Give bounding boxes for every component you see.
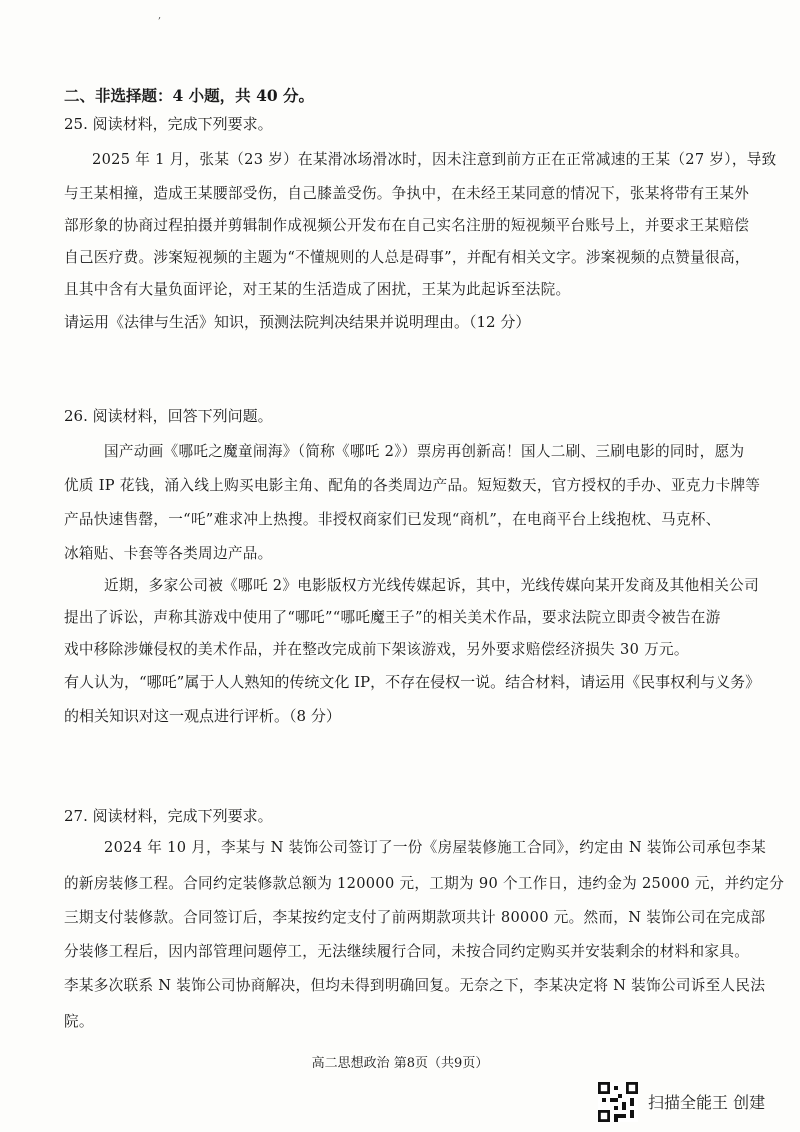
q26-para2-line-2: 提出了诉讼，声称其游戏中使用了“哪吒”“哪吒魔王子”的相关美术作品，要求法院立即责令被告在游 bbox=[64, 609, 721, 626]
scanner-brand: 扫描全能王 创建 bbox=[648, 1093, 766, 1112]
page-footer: 高二思想政治 第8页（共9页） bbox=[311, 1056, 489, 1071]
qr-code-icon bbox=[598, 1082, 638, 1122]
q27-line-1: 2024 年 10 月，李某与 N 装饰公司签订了一份《房屋装修施工合同》，约定由 N 装饰公司承包李某 bbox=[104, 839, 766, 856]
q27-line-6: 院。 bbox=[64, 1013, 94, 1030]
scan-mark: , bbox=[158, 10, 162, 21]
q26-para2-line-3: 戏中移除涉嫌侵权的美术作品，并在整改完成前下架该游戏，另外要求赔偿经济损失 30 万元。 bbox=[64, 641, 689, 658]
q26-heading: 26. 阅读材料，回答下列问题。 bbox=[64, 407, 273, 425]
q25-line-4: 自己医疗费。涉案短视频的主题为“不懂规则的人总是碍事”，并配有相关文字。涉案视频的点赞量很高， bbox=[64, 249, 750, 266]
q26-prompt-line-1: 有人认为，“哪吒”属于人人熟知的传统文化 IP，不存在侵权一说。结合材料，请运用《民事权利与义务》 bbox=[64, 673, 761, 691]
q26-para1-line-1: 国产动画《哪吒之魔童闹海》（简称《哪吒 2》）票房再创新高！国人二刷、三刷电影的同时，愿为 bbox=[104, 443, 745, 460]
q25-heading: 25. 阅读材料，完成下列要求。 bbox=[64, 115, 273, 133]
q27-line-4: 分装修工程后，因内部管理问题停工，无法继续履行合同，未按合同约定购买并安装剩余的材料和家具。 bbox=[64, 943, 750, 960]
q27-line-3: 三期支付装修款。合同签订后，李某按约定支付了前两期款项共计 80000 元。然而，N 装饰公司在完成部 bbox=[64, 909, 766, 926]
q27-line-2: 的新房装修工程。合同约定装修款总额为 120000 元，工期为 90 个工作日，违约金为 25000 元，并约定分 bbox=[64, 875, 785, 892]
q26-para1-line-4: 冰箱贴、卡套等各类周边产品。 bbox=[64, 545, 273, 562]
q26-para2-line-1: 近期，多家公司被《哪吒 2》电影版权方光线传媒起诉，其中，光线传媒向某开发商及其他相关公司 bbox=[104, 577, 759, 594]
q26-para1-line-3: 产品快速售罄，一“吒”难求冲上热搜。非授权商家们已发现“商机”，在电商平台上线抱枕、马克杯、 bbox=[64, 511, 721, 528]
section-title: 二、非选择题：4 小题，共 40 分。 bbox=[64, 86, 315, 105]
q27-heading: 27. 阅读材料，完成下列要求。 bbox=[64, 807, 273, 825]
q25-line-3: 部形象的协商过程拍摄并剪辑制作成视频公开发布在自己实名注册的短视频平台账号上，并要求王某赔偿 bbox=[64, 217, 750, 234]
q26-para1-line-2: 优质 IP 花钱，涌入线上购买电影主角、配角的各类周边产品。短短数天，官方授权的手办、亚克力卡牌等 bbox=[64, 477, 761, 494]
q25-line-5: 且其中含有大量负面评论，对王某的生活造成了困扰，王某为此起诉至法院。 bbox=[64, 281, 571, 298]
q25-line-2: 与王某相撞，造成王某腰部受伤，自己膝盖受伤。争执中，在未经王某同意的情况下，张某将带有王某外 bbox=[64, 185, 750, 202]
q25-prompt: 请运用《法律与生活》知识，预测法院判决结果并说明理由。（12 分） bbox=[64, 313, 531, 331]
q25-line-1: 2025 年 1 月，张某（23 岁）在某滑冰场滑冰时，因未注意到前方正在正常减速的王某（27 岁），导致 bbox=[92, 151, 777, 168]
q27-line-5: 李某多次联系 N 装饰公司协商解决，但均未得到明确回复。无奈之下，李某决定将 N 装饰公司诉至人民法 bbox=[64, 977, 766, 994]
q26-prompt-line-2: 的相关知识对这一观点进行评析。（8 分） bbox=[64, 707, 341, 725]
